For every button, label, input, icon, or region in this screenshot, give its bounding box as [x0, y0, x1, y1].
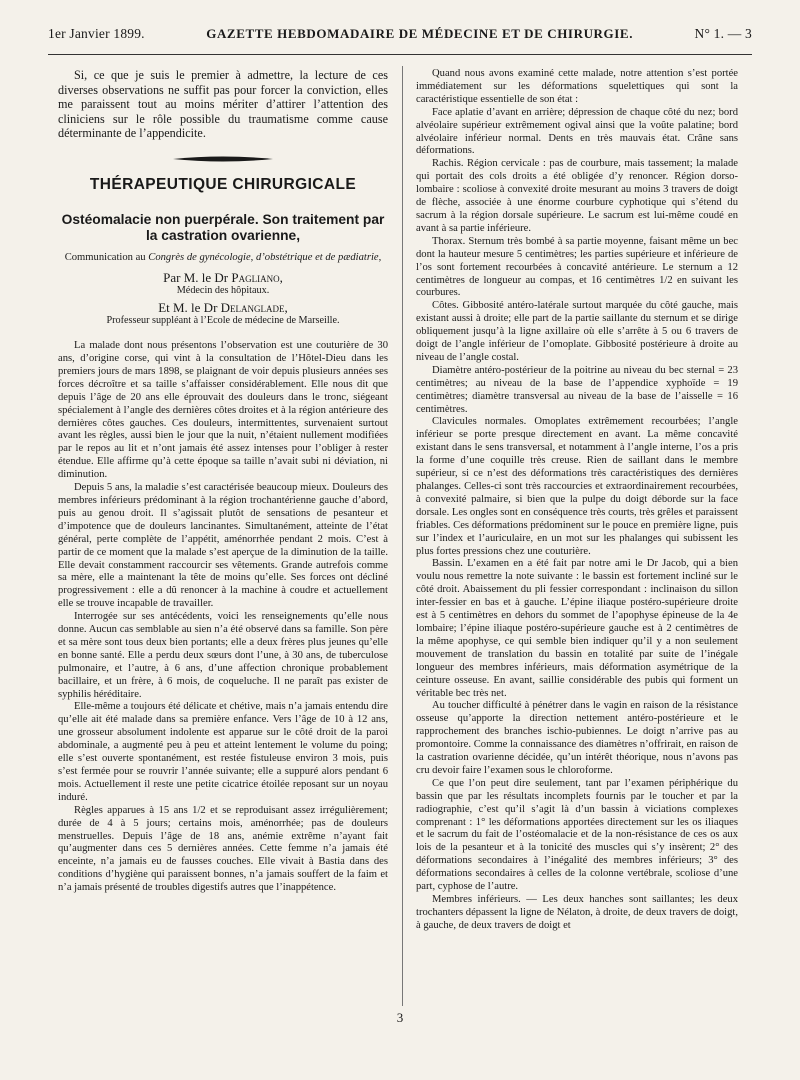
author-2-role: Professeur suppléant à l’Ecole de médecine de Marseille. [106, 315, 340, 327]
communication-line [58, 252, 388, 265]
communication-prefix: Communication au [64, 251, 146, 263]
body-paragraph: Interrogée sur ses antécédents, voici les renseignements qu’elle nous donne. Aucun cas semblable au sien n’a été observé dans sa famille. Son père et sa mère sont tous deux bien portants; elle a deux frères plus jeunes qu’elle en bonne santé. Elle a perdu deux sœurs dont l’une, à 30 ans, de tuberculose pulmonaire, et l’autre, à 6 ans, d’une affection chronique probablement bacillaire, et un frère, à 6 mois, de coqueluche. Il ne paraît pas exister de syphilis héréditaire. [58, 611, 388, 700]
body-paragraph: Membres inférieurs. — Les deux hanches sont saillantes; les deux trochanters dépassent la ligne de Nélaton, à droite, de deux travers de doigt, à gauche, de deux travers de doigt et [416, 894, 738, 931]
body-paragraph: Elle-même a toujours été délicate et chétive, mais n’a jamais entendu dire qu’elle ait été malade dans sa première enfance. Vers l’âge de 10 à 12 ans, une grosseur absolument indolente est apparue sur le côté droit de la paroi abdominale, a augmenté peu à peu et atteint lentement le volume du poing; elle s’est ouverte spontanément, est restée fistuleuse environ 3 mois, puis s’est fermée pour se rouvrir l’année suivante; elle a suppuré alors pendant 6 mois. Actuellement il reste une petite cicatrice étoilée reposant sur un noyau induré. [58, 701, 388, 803]
author-1 [58, 272, 388, 285]
body-paragraph: Au toucher difficulté à pénétrer dans le vagin en raison de la résistance osseuse qu’apporte la direction nettement antéro-postérieure et le rapprochement des branches ischio-pubiennes. Le doigt n’arrive pas au promontoire. Comme la connaissance des diamètres n’offrirait, en raison de la castration ovarienne décidée, qu’un intérêt théorique, nous n’avons pas cru devoir faire l’examen sous le chloroforme. [416, 700, 738, 776]
ornament-divider [58, 155, 388, 163]
article-title: Ostéomalacie non puerpérale. Son traitement par la castration ovarienne, [61, 211, 385, 243]
intro-block [58, 68, 388, 141]
page-number: 3 [396, 1010, 404, 1025]
column-divider [402, 66, 403, 1006]
author-2 [58, 302, 388, 315]
author-2-name: Delanglade, [220, 300, 288, 316]
body-paragraph: Ce que l’on peut dire seulement, tant par l’examen périphérique du bassin que par les résultats incomplets fournis par le toucher et par la radiographie, c’est qu’il s’agit là d’un bassin à viciations complexes comprenant : 1° les déformations apportées directement sur les os iliaques et le sacrum du fait de l’ostéomalacie et de la non-résistance de ces os aux lois de la pesanteur et à la tonicité des muscles qui s’y insèrent; 2° des déformations secondaires à l’inégalité des membres inférieurs; 3° des déformations secondaires à celles de la colonne vertébrale, scoliose d’une part, cyphose de l’autre. [416, 777, 738, 893]
body-paragraph: Depuis 5 ans, la maladie s’est caractérisée beaucoup mieux. Douleurs des membres inférieurs prédominant à la région trochantérienne gauche d’abord, puis au genou droit. Il s’agissait plutôt de sensations de pesanteur et d’impotence que de douleurs lancinantes. Simultanément, atteinte de l’état général, perte complète de l’appétit, aménorrhée pendant 2 mois. C’est à partir de ce moment que la malade s’est aperçue de la diminution de la taille. Elle devait constamment raccourcir ses vêtements. Grande autrefois comme sa mère, elle a maintenant la tête de moins qu’elle. Ses forces ont décliné progressivement : elle a dû renoncer à la machine à coudre et actuellement elle se trouve incapable de travailler. [58, 482, 388, 610]
section-title: THÉRAPEUTIQUE CHIRURGICALE [89, 175, 357, 193]
body-paragraph: Diamètre antéro-postérieur de la poitrine au niveau du bec sternal = 23 centimètres; au niveau de la base de l’appendice xyphoïde = 19 centimètres; diamètre transversal au niveau de la base de l’aisselle = 16 centimètres. [416, 364, 738, 415]
body-paragraph: La malade dont nous présentons l’observation est une couturière de 30 ans, d’origine corse, qui vint à la consultation de l’Hôtel-Dieu dans les premiers jours de mars 1898, se plaignant de voir depuis plusieurs années ses forces décroître et sa taille s’affaisser considérablement. Elle nous dit que depuis l’âge de 20 ans elle éprouvait des douleurs dans le tronc, siégeant spécialement à l’angle des dernières côtes droites et à la région antérieure des dernières côtes gauches. Ces douleurs, intermittentes, survenaient surtout avant les règles, aussi bien le jour que la nuit, n’étaient nullement modifiées par le repos au lit et n’ont jamais été assez intenses pour l’obliger à rester étendue. Elle affirme qu’à cette époque sa taille n’avait subi ni déviation, ni diminution. [58, 340, 388, 481]
right-column [416, 68, 738, 933]
journal-title: GAZETTE HEBDOMADAIRE DE MÉDECINE ET DE CHIRURGIE. [206, 26, 634, 41]
body-paragraph: Côtes. Gibbosité antéro-latérale surtout marquée du côté gauche, mais existant aussi à droite; elle part de la partie saillante du sternum et se dirige obliquement jusqu’à la ligne axillaire où elle s’arrête à 5 ou 6 travers de doigt de l’angle inférieur de l’omoplate. Gibbosité postérieure à droite au niveau de l’angle costal. [416, 300, 738, 363]
header-date: 1er Janvier 1899. [48, 26, 145, 41]
running-header [48, 26, 752, 50]
left-column [58, 68, 388, 895]
body-paragraph: Clavicules normales. Omoplates extrêmement recourbées; l’angle inférieur se porte presque directement en avant. La même concavité existant dans le sens transversal, et notamment à l’angle interne, l’os a pris la forme d’une coquille très creuse. Rien de saillant dans le membre supérieur, si ce n’est des déformations très caractéristiques des dernières phalanges. Celles-ci sont très raccourcies et extraordinairement recourbées, à convexité palmaire, si bien que la pulpe du doigt déborde sur la face dorsale. Les ongles sont en conséquence très courts, très grêles et paraissent friables. Ces déformations prédominent sur le pouce en première ligne, puis sur l’index et l’auriculaire, en un mot sur les phalanges qui subissent les plus fortes pressions chez une couturière. [416, 416, 738, 557]
author-1-prefix: Par M. le Dr [163, 270, 229, 286]
body-paragraph: Thorax. Sternum très bombé à sa partie moyenne, faisant même un bec dont la hauteur mesure 5 centimètres; les parties supérieure et inférieure de l’os sont fortement recourbées à concavité antérieure. Le sternum a 12 centimètres de longueur au compas, et 16 centimètres 1/2 en suivant les courbures. [416, 235, 738, 299]
author-2-prefix: Et M. le Dr [158, 300, 218, 316]
author-1-name: Pagliano, [231, 270, 283, 286]
body-paragraph: Rachis. Région cervicale : pas de courbure, mais tassement; la malade qui portait des cols droits a été obligée d’y renoncer. Région dorso-lombaire : scoliose à convexité droite mesurant au moins 3 travers de doigt de flèche, associée à une énorme courbure cyphotique qui s’étend du sacrum à la région dorsale supérieure. Le sacrum est lui-même coudé en avant à sa partie inférieure. [416, 158, 738, 234]
author-1-role: Médecin des hôpitaux. [176, 285, 270, 297]
body-paragraph: Quand nous avons examiné cette malade, notre attention s’est portée immédiatement sur les déformations squelettiques qui sont la caractéristique essentielle de son état : [416, 68, 738, 105]
body-paragraph: Règles apparues à 15 ans 1/2 et se reproduisant assez irrégulièrement; durée de 4 à 5 jours; certains mois, aménorrhée; pas de douleurs menstruelles. Depuis l’âge de 18 ans, anémie extrême n’ayant fait qu’augmenter dans ces 5 dernières années. Cette femme n’a jamais été enceinte, n’a jamais eu de fausses couches. Elle vivait à Bastia dans des conditions d’hygiène qui paraissent bonnes, n’a jamais souffert de la faim et n’a jamais présenté de troubles digestifs autres que l’inappétence. [58, 804, 388, 894]
communication-venue: Congrès de gynécologie, d’obstétrique et de pædiatrie, [148, 251, 382, 263]
header-rule [48, 54, 752, 55]
issue-number: N° 1. — 3 [694, 26, 752, 41]
body-paragraph: Bassin. L’examen en a été fait par notre ami le Dr Jacob, qui a bien voulu nous remettre la note suivante : le bassin est fortement incliné sur le côté droit. Abaissement du pli fessier correspondant : inclinaison du sillon inter-fessier en bas et à gauche. L’épine iliaque postéro-supérieure droite est à 5 centimètres en dehors du sommet de l’apophyse épineuse de la 4e lombaire; l’épine iliaque postéro-supérieure gauche est à 2 centimètres de la même apophyse, ce qui semble bien indiquer qu’il y a non seulement mouvement de translation du bassin en totalité par suite de l’inégale longueur des membres inférieurs, mais déformation asymétrique de la ceinture osseuse. En avant, saillie considérable des pubis qui forment un véritable bec très net. [416, 558, 738, 699]
body-paragraph: Face aplatie d’avant en arrière; dépression de chaque côté du nez; bord alvéolaire supérieur extrêmement ogival ainsi que la voûte palatine; bord alvéolaire inférieur normal. Dents en très mauvais état. Crâne sans déformations. [416, 106, 738, 157]
ornament-rule-icon [173, 155, 273, 163]
intro-paragraph: Si, ce que je suis le premier à admettre, la lecture de ces diverses observations ne suffit pas pour forcer la conviction, elles me paraissent tout au moins mériter d’attirer l’attention des cliniciens sur le rôle possible du traumatisme comme cause déterminante de l’appendicite. [58, 68, 388, 141]
